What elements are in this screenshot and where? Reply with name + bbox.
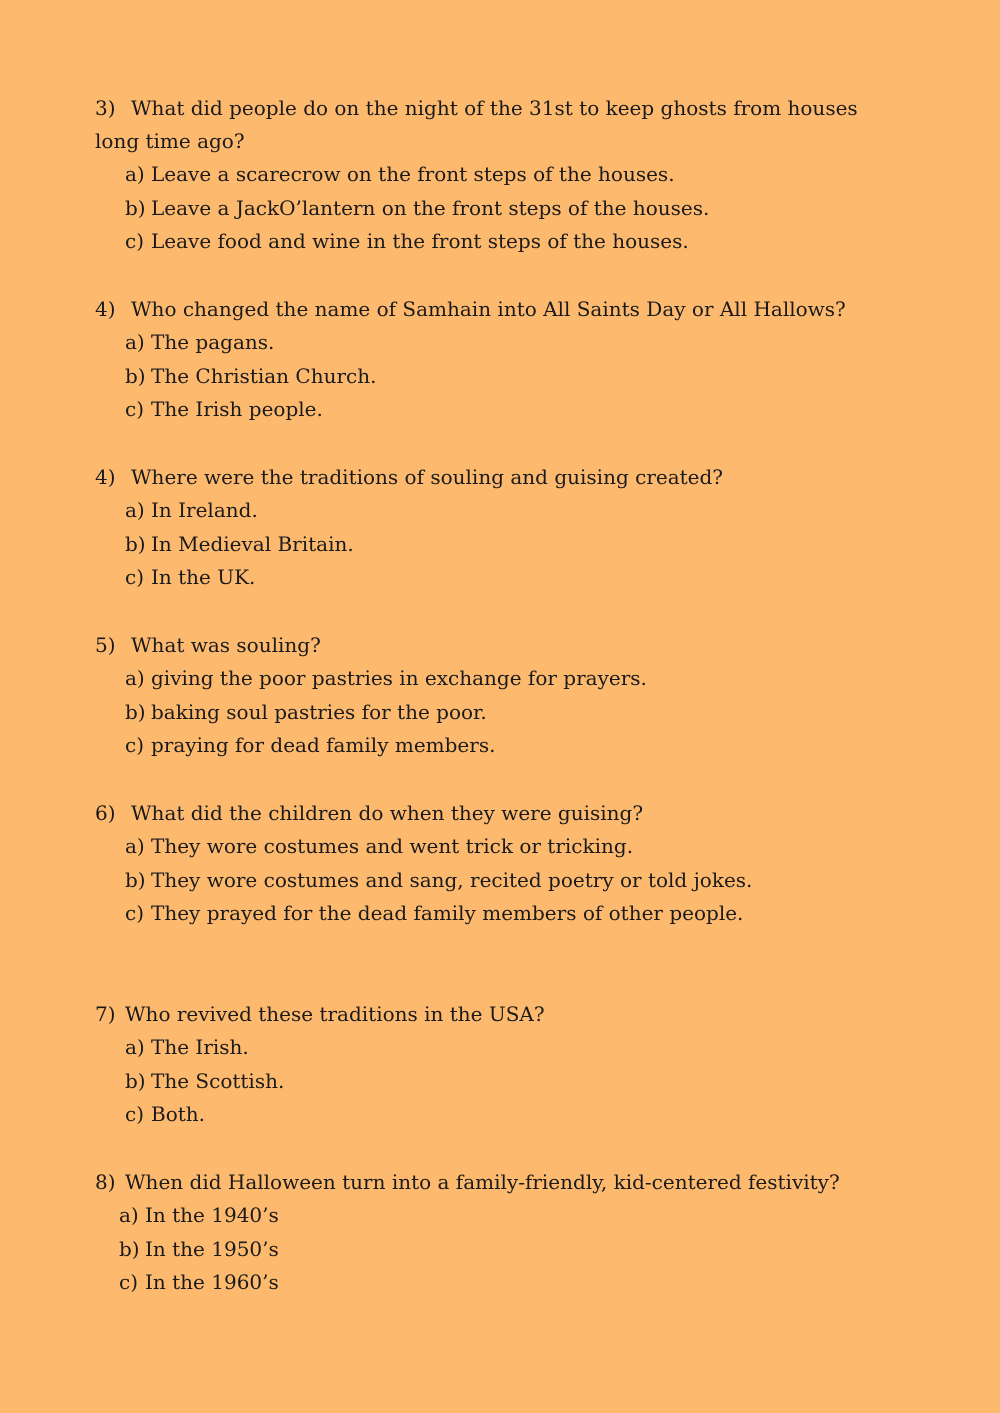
question-heading — [95, 998, 885, 1031]
option-letter: c) — [125, 229, 145, 253]
options-list — [95, 1199, 885, 1300]
option-text: In Ireland. — [151, 498, 258, 522]
question-heading — [95, 461, 885, 494]
option-letter: b) — [119, 1236, 140, 1261]
answer-option[interactable] — [95, 360, 885, 394]
option-text: Leave a JackO’lantern on the front steps of the houses. — [151, 195, 710, 220]
answer-option[interactable] — [95, 830, 885, 864]
question-number: 4) — [95, 297, 116, 321]
option-letter: a) — [125, 666, 145, 690]
answer-option[interactable] — [95, 1266, 885, 1300]
question-text: Who changed the name of Samhain into All Saints Day or All Hallows? — [131, 297, 846, 321]
question-number: 3) — [95, 96, 116, 120]
answer-option[interactable] — [95, 662, 885, 696]
question-block — [95, 629, 885, 763]
answer-option[interactable] — [95, 225, 885, 259]
option-text: praying for dead family members. — [151, 733, 496, 757]
option-letter: b) — [125, 195, 146, 220]
answer-option[interactable] — [95, 192, 885, 226]
question-heading — [95, 629, 885, 662]
answer-option[interactable] — [95, 1233, 885, 1267]
option-text: Leave food and wine in the front steps of the houses. — [151, 229, 689, 253]
question-block — [95, 92, 885, 259]
question-text: What did the children do when they were guising? — [131, 801, 644, 825]
option-text: In the 1950’s — [145, 1236, 279, 1261]
answer-option[interactable] — [95, 393, 885, 427]
option-letter: c) — [125, 733, 145, 757]
option-text: In the 1960’s — [145, 1270, 279, 1294]
option-text: The Scottish. — [151, 1068, 285, 1093]
option-letter: a) — [125, 834, 145, 858]
option-letter: a) — [125, 1035, 145, 1059]
question-number: 6) — [95, 801, 116, 825]
answer-option[interactable] — [95, 729, 885, 763]
answer-option[interactable] — [95, 326, 885, 360]
question-text: What was souling? — [131, 633, 321, 657]
question-number: 8) — [95, 1170, 116, 1194]
option-letter: a) — [125, 162, 145, 186]
option-text: In the 1940’s — [145, 1203, 279, 1227]
question-number: 5) — [95, 633, 116, 657]
question-heading — [95, 797, 885, 830]
question-text: Who revived these traditions in the USA? — [125, 1002, 545, 1026]
question-number: 7) — [95, 1002, 116, 1026]
question-block — [95, 293, 885, 427]
options-list — [95, 830, 885, 931]
option-text: The Christian Church. — [151, 363, 377, 388]
option-text: In Medieval Britain. — [151, 531, 354, 556]
answer-option[interactable] — [95, 1098, 885, 1132]
option-text: In the UK. — [151, 565, 256, 589]
answer-option[interactable] — [95, 696, 885, 730]
option-text: The Irish. — [151, 1035, 249, 1059]
options-list — [95, 1031, 885, 1132]
question-block — [95, 461, 885, 595]
option-letter: a) — [125, 330, 145, 354]
option-letter: c) — [119, 1270, 139, 1294]
option-letter: a) — [125, 498, 145, 522]
answer-option[interactable] — [95, 1031, 885, 1065]
option-letter: b) — [125, 1068, 146, 1093]
option-letter: c) — [125, 565, 145, 589]
option-text: Both. — [151, 1102, 206, 1126]
option-text: The pagans. — [151, 330, 275, 354]
option-text: baking soul pastries for the poor. — [151, 699, 487, 724]
question-heading — [95, 92, 885, 158]
answer-option[interactable] — [95, 1199, 885, 1233]
option-letter: a) — [119, 1203, 139, 1227]
answer-option[interactable] — [95, 864, 885, 898]
option-letter: c) — [125, 901, 145, 925]
answer-option[interactable] — [95, 158, 885, 192]
option-letter: c) — [125, 397, 145, 421]
option-text: They prayed for the dead family members of other people. — [151, 901, 744, 925]
option-letter: b) — [125, 531, 146, 556]
answer-option[interactable] — [95, 494, 885, 528]
options-list — [95, 494, 885, 595]
question-text: Where were the traditions of souling and guising created? — [131, 465, 724, 489]
option-letter: b) — [125, 363, 146, 388]
option-letter: b) — [125, 867, 146, 892]
option-letter: c) — [125, 1102, 145, 1126]
options-list — [95, 158, 885, 259]
question-block — [95, 1166, 885, 1300]
answer-option[interactable] — [95, 528, 885, 562]
option-text: giving the poor pastries in exchange for prayers. — [151, 666, 647, 690]
answer-option[interactable] — [95, 897, 885, 931]
question-text: When did Halloween turn into a family-friendly, kid-centered festivity? — [125, 1170, 840, 1194]
answer-option[interactable] — [95, 561, 885, 595]
options-list — [95, 662, 885, 763]
option-text: Leave a scarecrow on the front steps of the houses. — [151, 162, 675, 186]
option-text: They wore costumes and went trick or tricking. — [151, 834, 634, 858]
question-heading — [95, 1166, 885, 1199]
option-letter: b) — [125, 699, 146, 724]
question-block — [95, 797, 885, 931]
options-list — [95, 326, 885, 427]
question-heading — [95, 293, 885, 326]
question-number: 4) — [95, 465, 116, 489]
question-block — [95, 998, 885, 1132]
question-text: What did people do on the night of the 31st to keep ghosts from houses long time ago? — [95, 96, 858, 153]
option-text: They wore costumes and sang, recited poetry or told jokes. — [151, 867, 753, 892]
option-text: The Irish people. — [151, 397, 323, 421]
answer-option[interactable] — [95, 1065, 885, 1099]
